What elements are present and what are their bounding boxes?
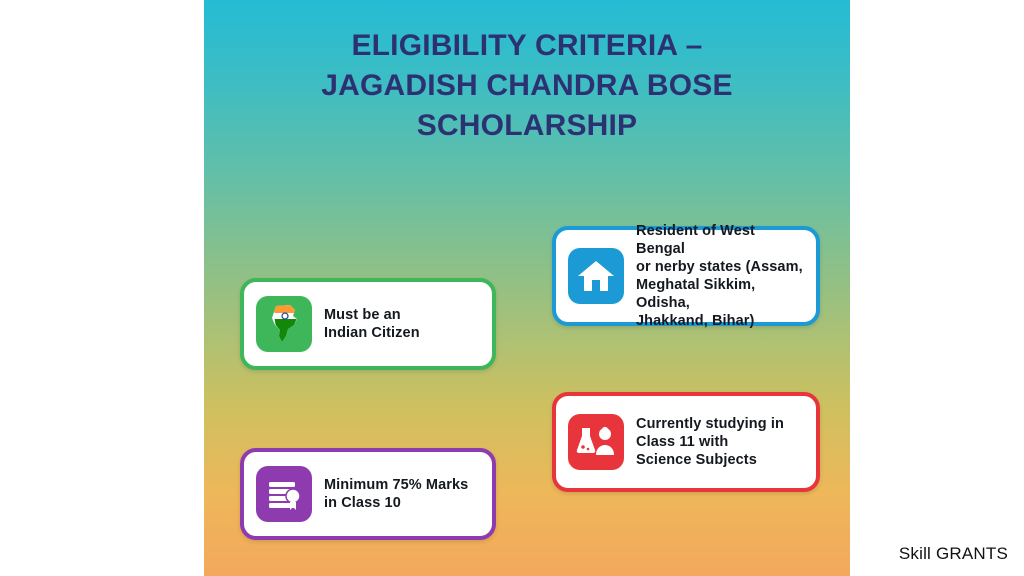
watermark-label: Skill GRANTS xyxy=(898,544,1008,563)
text-line: Must be an xyxy=(324,307,401,323)
criteria-card-citizen-text xyxy=(324,306,420,342)
text-line: or nerby states (Assam, xyxy=(636,259,803,275)
text-line: Minimum 75% Marks xyxy=(324,477,469,493)
criteria-card-resident-text xyxy=(636,222,804,330)
text-line: in Class 10 xyxy=(324,495,401,511)
criteria-card-science xyxy=(552,392,820,492)
criteria-card-marks-text xyxy=(324,476,468,512)
text-line: Class 11 with xyxy=(636,434,729,450)
text-line: Currently studying in xyxy=(636,416,784,432)
criteria-card-citizen xyxy=(240,278,496,370)
text-line: Indian Citizen xyxy=(324,325,420,341)
criteria-card-resident xyxy=(552,223,820,329)
criteria-card-marks xyxy=(240,448,496,540)
science-student-icon xyxy=(568,414,624,470)
criteria-card-science-text xyxy=(636,415,784,469)
house-icon xyxy=(568,248,624,304)
text-line: Science Subjects xyxy=(636,452,757,468)
title-line-3: SCHOLARSHIP xyxy=(416,109,638,142)
text-line: Meghatal Sikkim, Odisha, xyxy=(636,277,756,311)
page-title xyxy=(204,26,850,146)
title-line-1: ELIGIBILITY CRITERIA – xyxy=(351,29,703,62)
books-award-icon xyxy=(256,466,312,522)
india-map-icon xyxy=(256,296,312,352)
poster-gradient-panel xyxy=(204,0,850,576)
title-line-2: JAGADISH CHANDRA BOSE xyxy=(321,69,733,102)
text-line: Resident of West Bengal xyxy=(636,223,755,257)
text-line: Jhakkand, Bihar) xyxy=(636,313,755,329)
